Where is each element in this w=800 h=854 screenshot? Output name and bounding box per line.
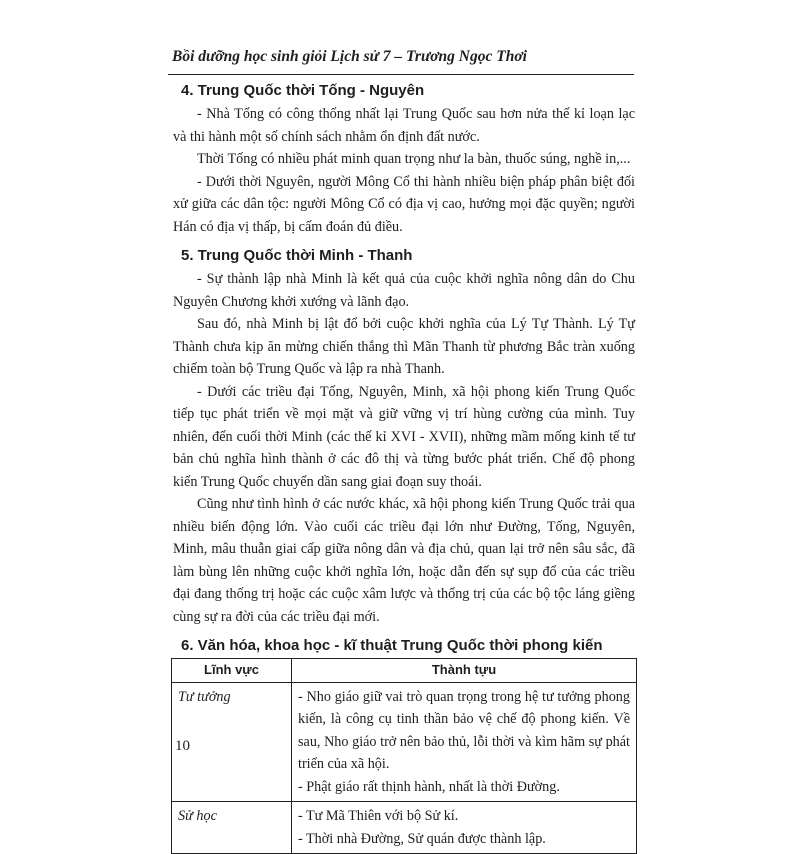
section-6-heading: 6. Văn hóa, khoa học - kĩ thuật Trung Quốc thời phong kiến [181, 637, 603, 654]
table-row [172, 802, 637, 854]
field-cell: Sử học [172, 802, 292, 854]
section-5-heading: 5. Trung Quốc thời Minh - Thanh [181, 247, 413, 264]
achievement-item: - Tư Mã Thiên với bộ Sử kí. [298, 808, 459, 824]
achievement-cell [292, 682, 637, 802]
achievement-item: - Nho giáo giữ vai trò quan trọng trong hệ tư tưởng phong kiến, là công cụ tinh thần bảo vệ chế độ phong kiến. Về sau, Nho giáo trở nên bảo thủ, lỗi thời và kìm hãm sự phát triển của xã hội. [298, 688, 630, 772]
achievement-item: - Thời nhà Đường, Sử quán được thành lập. [298, 830, 546, 847]
table-header-row [172, 659, 637, 683]
table-row [172, 682, 637, 802]
page-number: 10 [175, 738, 190, 754]
section-5-paragraph: - Sự thành lập nhà Minh là kết quả của cuộc khởi nghĩa nông dân do Chu Nguyên Chương khởi xướng và lãnh đạo. [173, 271, 635, 310]
column-header-achievements: Thành tựu [292, 659, 637, 683]
section-5-paragraph: Sau đó, nhà Minh bị lật đổ bởi cuộc khởi nghĩa của Lý Tự Thành. Lý Tự Thành chưa kịp ăn mừng chiến thắng thì Mãn Thanh từ phương Bắc tràn xuống chiếm toàn bộ Trung Quốc và lập ra nhà Thanh. [173, 316, 635, 377]
page-body [173, 79, 635, 854]
section-5-paragraph: - Dưới các triều đại Tống, Nguyên, Minh, xã hội phong kiến Trung Quốc tiếp tục phát triển về mọi mặt và giữ vững vị trí hùng cường của mình. Tuy nhiên, đến cuối thời Minh (các thế kỉ XVI - XVII), những mầm mống kinh tế tư bản chủ nghĩa hình thành ở các đô thị và từng bước phát triển. Chế độ phong kiến Trung Quốc chuyển dần sang giai đoạn suy thoái. [173, 383, 635, 490]
achievement-item: - Phật giáo rất thịnh hành, nhất là thời Đường. [298, 778, 560, 795]
achievement-cell [292, 802, 637, 854]
section-4-paragraph: - Nhà Tống có công thống nhất lại Trung Quốc sau hơn nửa thế kỉ loạn lạc và thi hành một số chính sách nhằm ổn định đất nước. [173, 106, 635, 145]
section-4-heading: 4. Trung Quốc thời Tống - Nguyên [181, 82, 425, 99]
field-cell: Tư tưởng [172, 682, 292, 802]
section-4-paragraph: Thời Tống có nhiều phát minh quan trọng như la bàn, thuốc súng, nghề in,... [197, 151, 631, 167]
running-header: Bồi dưỡng học sinh giỏi Lịch sử 7 – Trương Ngọc Thơi [172, 48, 527, 65]
column-header-field: Lĩnh vực [172, 659, 292, 683]
section-5-paragraph: Cũng như tình hình ở các nước khác, xã hội phong kiến Trung Quốc trải qua nhiều biến động lớn. Vào cuối các triều đại lớn như Đường, Tống, Nguyên, Minh, mâu thuẫn giai cấp giữa nông dân và địa chủ, quan lại trở nên sâu sắc, đã làm bùng lên những cuộc khởi nghĩa lớn, hoặc dẫn đến sự sụp đổ của các triều đại đang thống trị hoặc các cuộc xâm lược và thống trị của các bộ tộc láng giềng cùng sự ra đời của các triều đại mới. [173, 496, 635, 625]
header-rule [168, 74, 634, 75]
achievements-table [171, 658, 637, 854]
section-4-paragraph: - Dưới thời Nguyên, người Mông Cổ thi hành nhiều biện pháp phân biệt đối xử giữa các dân tộc: người Mông Cổ có địa vị cao, hưởng mọi đặc quyền; người Hán có địa vị thấp, bị cấm đoán đủ điều. [173, 173, 635, 235]
